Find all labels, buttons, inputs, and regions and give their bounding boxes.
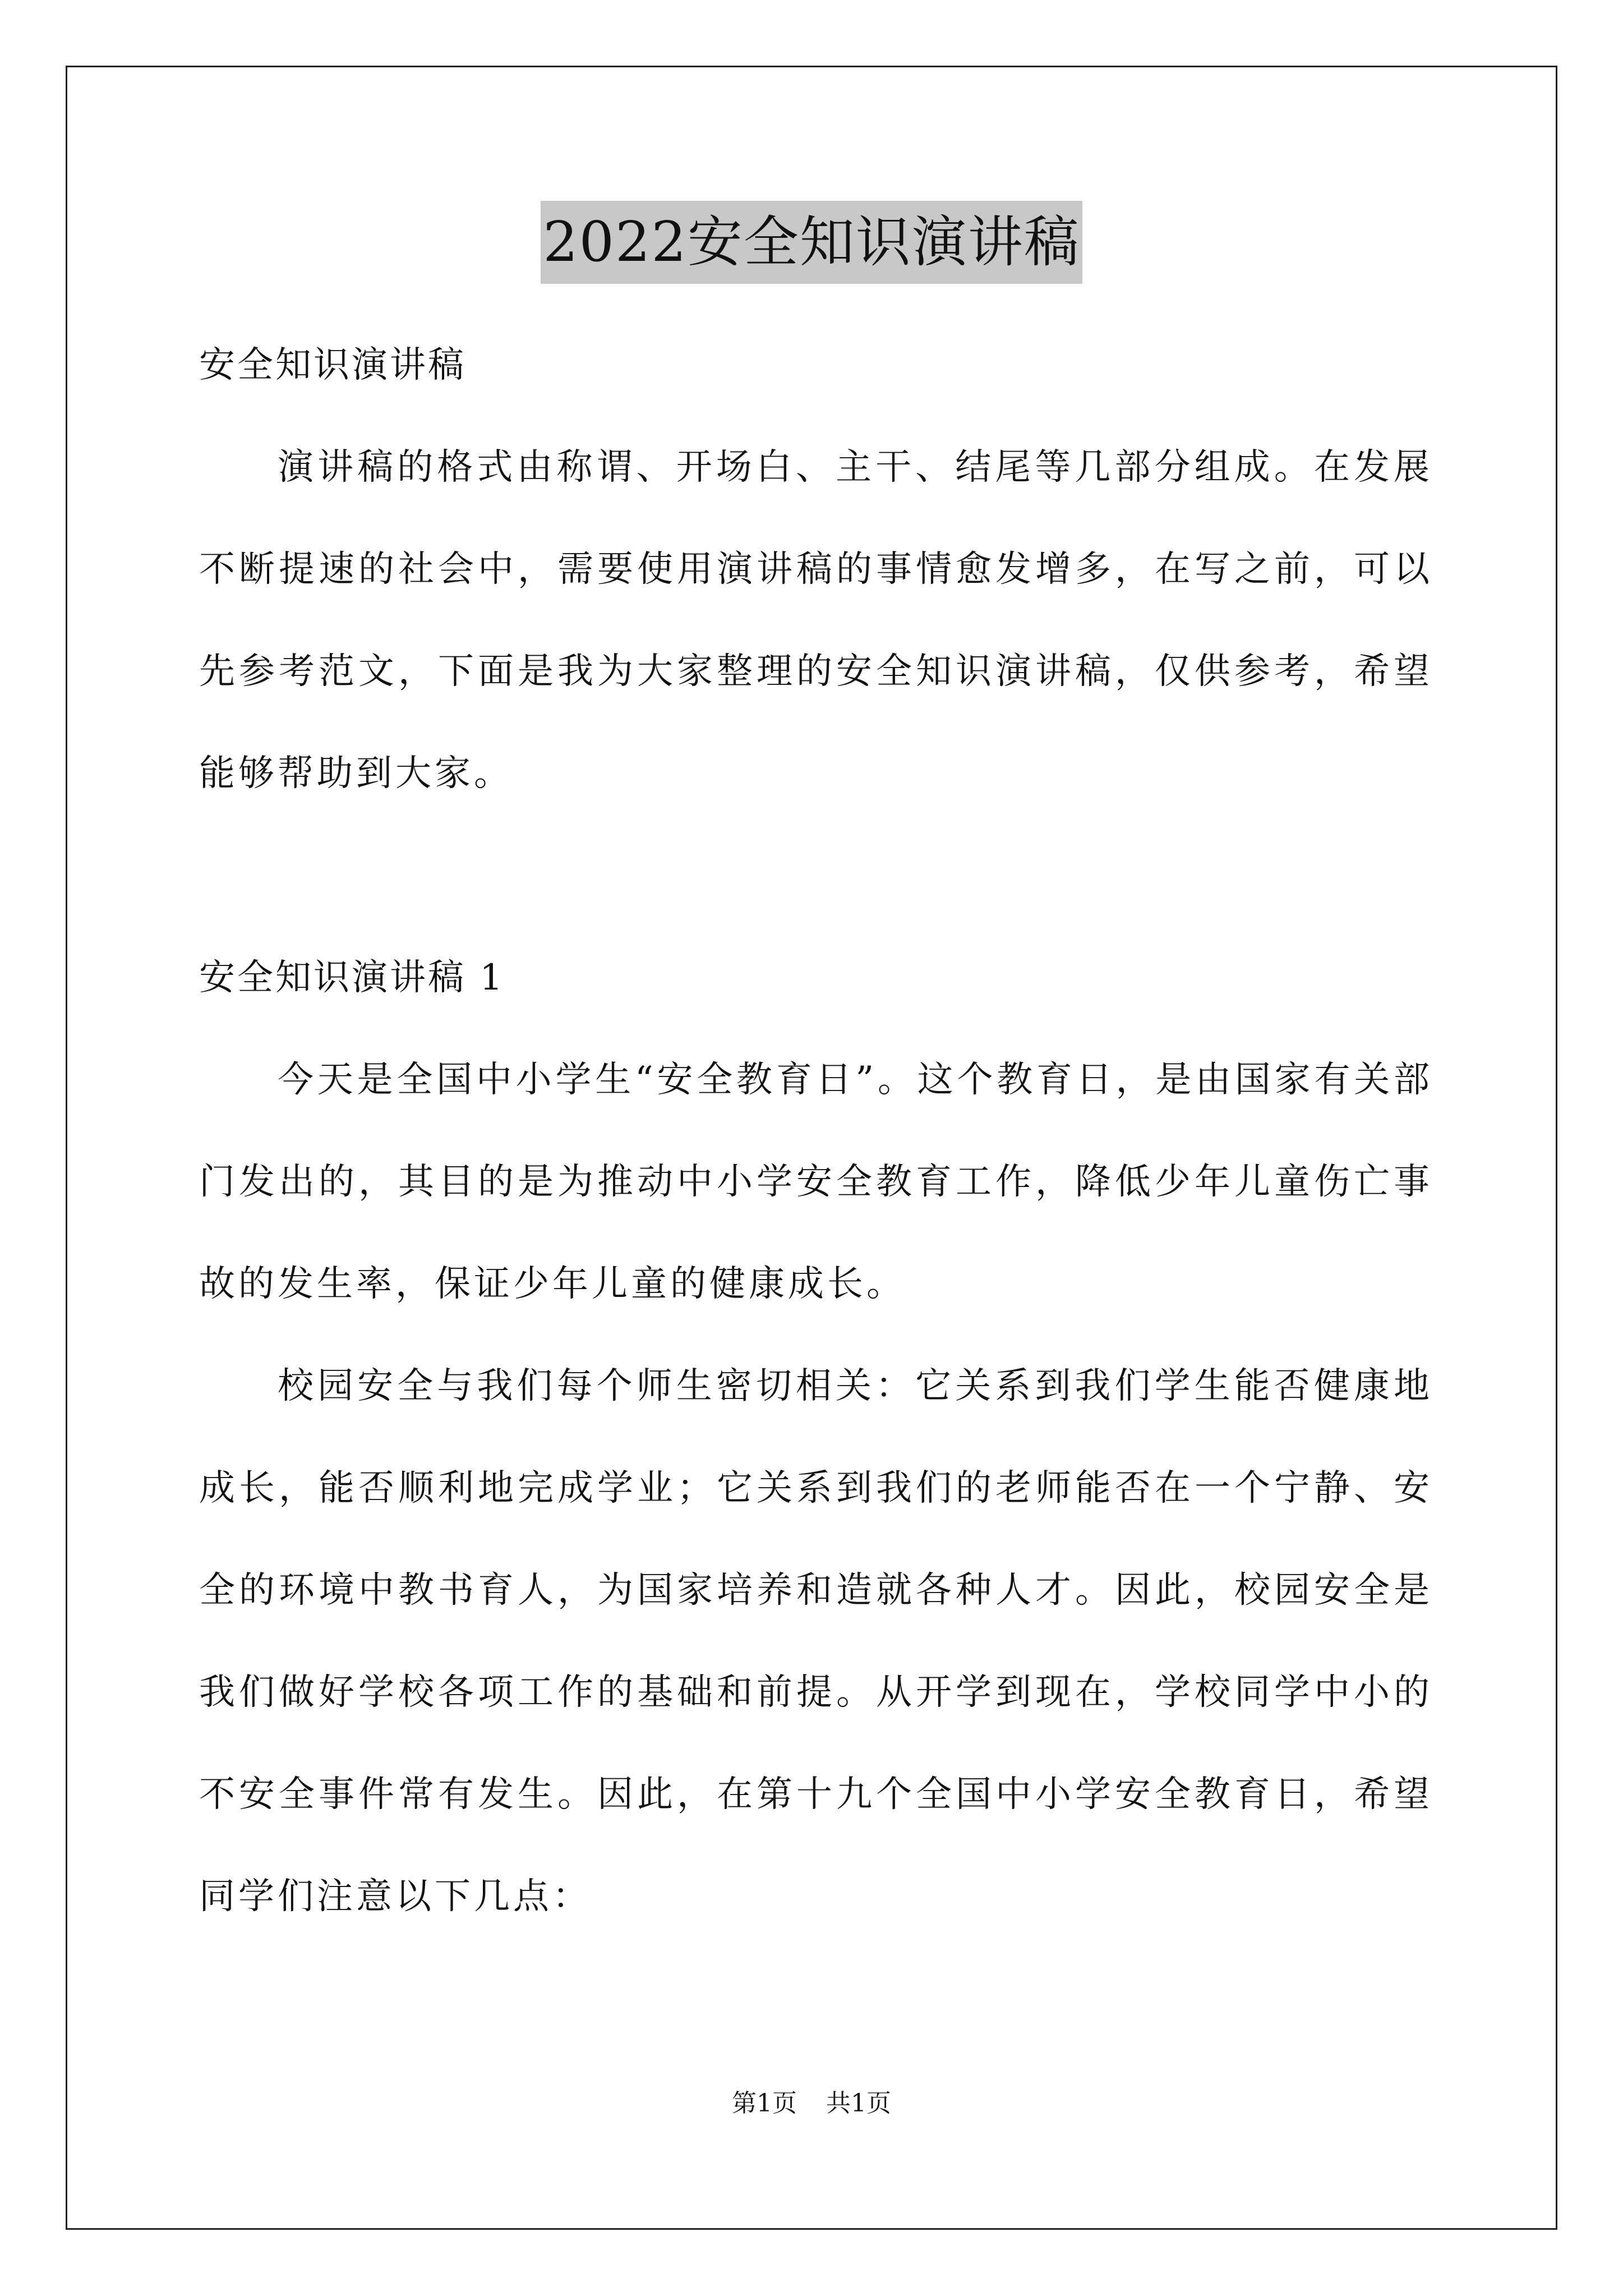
section1-paragraph-2: 校园安全与我们每个师生密切相关：它关系到我们学生能否健康地成长，能否顺利地完成学业；它关系到我们的老师能否在一个宁静、安全的环境中教书育人，为国家培养和造就各种人才。因此，校园安全是我们做好学校各项工作的基础和前提。从开学到现在，学校同学中小的不安全事件常有发生。因此，在第十九个全国中小学安全教育日，希望同学们注意以下几点： <box>199 1365 1433 1917</box>
document-title: 2022安全知识演讲稿 <box>541 201 1082 284</box>
page-number-total: 共1页 <box>826 2089 891 2118</box>
page-footer <box>0 2087 1623 2120</box>
section-spacer <box>199 825 1433 927</box>
page-number-current: 第1页 <box>732 2089 797 2118</box>
intro-heading: 安全知识演讲稿 <box>199 344 466 386</box>
section1-paragraph-1: 今天是全国中小学生“安全教育日”。这个教育日，是由国家有关部门发出的，其目的是为推动中小学安全教育工作，降低少年儿童伤亡事故的发生率，保证少年儿童的健康成长。 <box>199 1059 1433 1305</box>
title-block <box>0 201 1623 284</box>
intro-paragraph: 演讲稿的格式由称谓、开场白、主干、结尾等几部分组成。在发展不断提速的社会中，需要使用演讲稿的事情愈发增多，在写之前，可以先参考范文，下面是我为大家整理的安全知识演讲稿，仅供参考，希望能够帮助到大家。 <box>199 447 1433 794</box>
section1-heading: 安全知识演讲稿 1 <box>199 957 505 999</box>
document-body <box>199 314 1433 1948</box>
